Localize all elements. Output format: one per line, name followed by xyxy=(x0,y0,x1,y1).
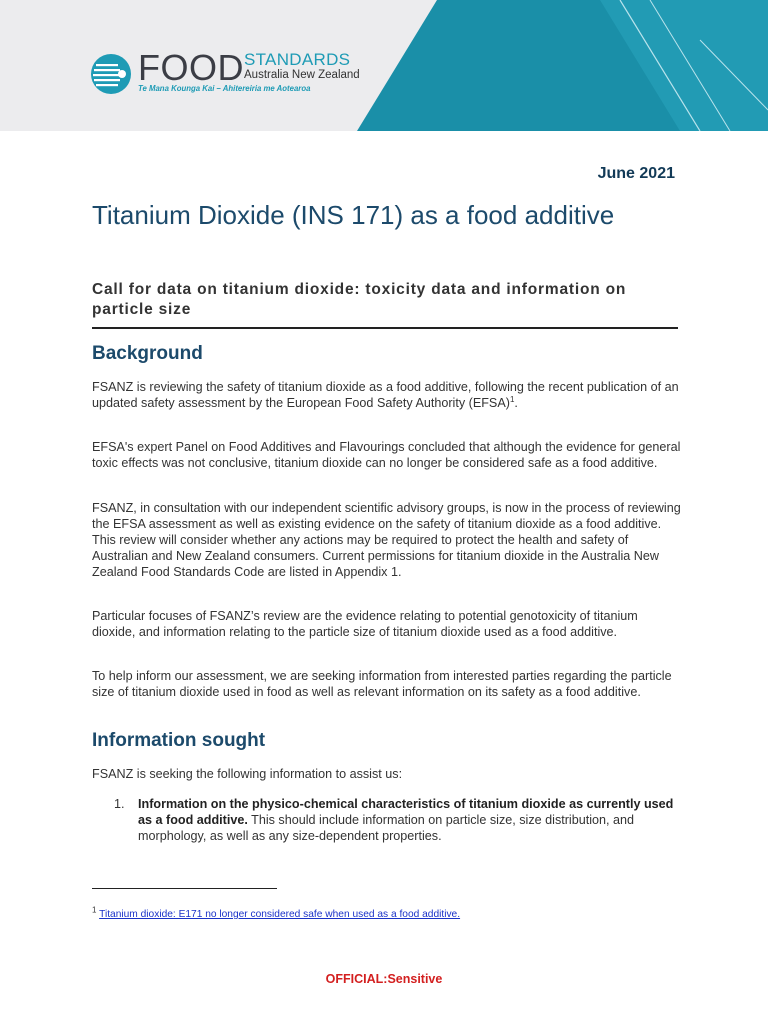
background-paragraph-1 xyxy=(92,380,682,412)
security-classification: OFFICIAL:Sensitive xyxy=(325,972,443,986)
footnote-mark: 1 xyxy=(92,905,97,915)
document-title: Titanium Dioxide (INS 171) as a food additive xyxy=(92,200,615,230)
information-sought-intro: FSANZ is seeking the following information to assist us: xyxy=(92,767,403,781)
background-paragraph-2: EFSA's expert Panel on Food Additives and Flavourings concluded that although the evidence for general toxic effects was not conclusive, titanium dioxide can no longer be considered safe as a food additive. xyxy=(92,440,681,470)
background-paragraph-3: FSANZ, in consultation with our independent scientific advisory groups, is now in the process of reviewing the EFSA assessment as well as existing evidence on the safety of titanium dioxide as a food additive. This review will consider whether any actions may be required to protect the health and safety of Australian and New Zealand consumers. Current permissions for titanium dioxide in the Australia New Zealand Food Standards Code are listed in Appendix 1. xyxy=(92,501,681,579)
logo-food-text: FOOD xyxy=(138,47,244,88)
footnote xyxy=(92,905,461,920)
document-subtitle: Call for data on titanium dioxide: toxicity data and information on particle size xyxy=(92,281,627,318)
background-heading: Background xyxy=(92,343,203,364)
fsanz-logo-icon xyxy=(90,53,132,95)
title-divider xyxy=(92,327,678,329)
information-sought-heading: Information sought xyxy=(92,730,266,751)
logo-tagline: Te Mana Kounga Kai – Ahitereiria me Aotearoa xyxy=(138,84,311,93)
list-item-bold-text: Information on the physico-chemical characteristics of titanium dioxide as currently used as a food additive. xyxy=(138,797,674,827)
document-date: June 2021 xyxy=(597,165,675,182)
list-item-number: 1. xyxy=(114,797,125,811)
list-item-text: This should include information on particle size, size distribution, and morphology, as well as any size-dependent properties. xyxy=(138,812,635,843)
background-paragraph-1-text: FSANZ is reviewing the safety of titanium dioxide as a food additive, following the recent publication of an updated safety assessment by the European Food Safety Authority (EFSA) xyxy=(92,380,679,410)
logo-country-text: Australia New Zealand xyxy=(244,69,360,81)
background-paragraph-5: To help inform our assessment, we are seeking information from interested parties regarding the particle size of titanium dioxide used in food as well as relevant information on its safety as a food additive. xyxy=(92,669,672,699)
footnote-divider xyxy=(92,888,277,889)
logo-standards-text: STANDARDS xyxy=(244,50,351,69)
background-paragraph-4: Particular focuses of FSANZ’s review are the evidence relating to potential genotoxicity of titanium dioxide, and information relating to the particle size of titanium dioxide used as a food additive. xyxy=(92,609,638,639)
footnote-ref[interactable]: 1 xyxy=(509,394,515,404)
page-header-banner xyxy=(0,0,768,131)
fsanz-logo[interactable] xyxy=(90,47,390,100)
background-paragraph-1-end: . xyxy=(514,395,518,410)
list-item-body xyxy=(138,797,678,845)
footnote-link[interactable]: Titanium dioxide: E171 no longer considered safe when used as a food additive. xyxy=(99,909,461,920)
